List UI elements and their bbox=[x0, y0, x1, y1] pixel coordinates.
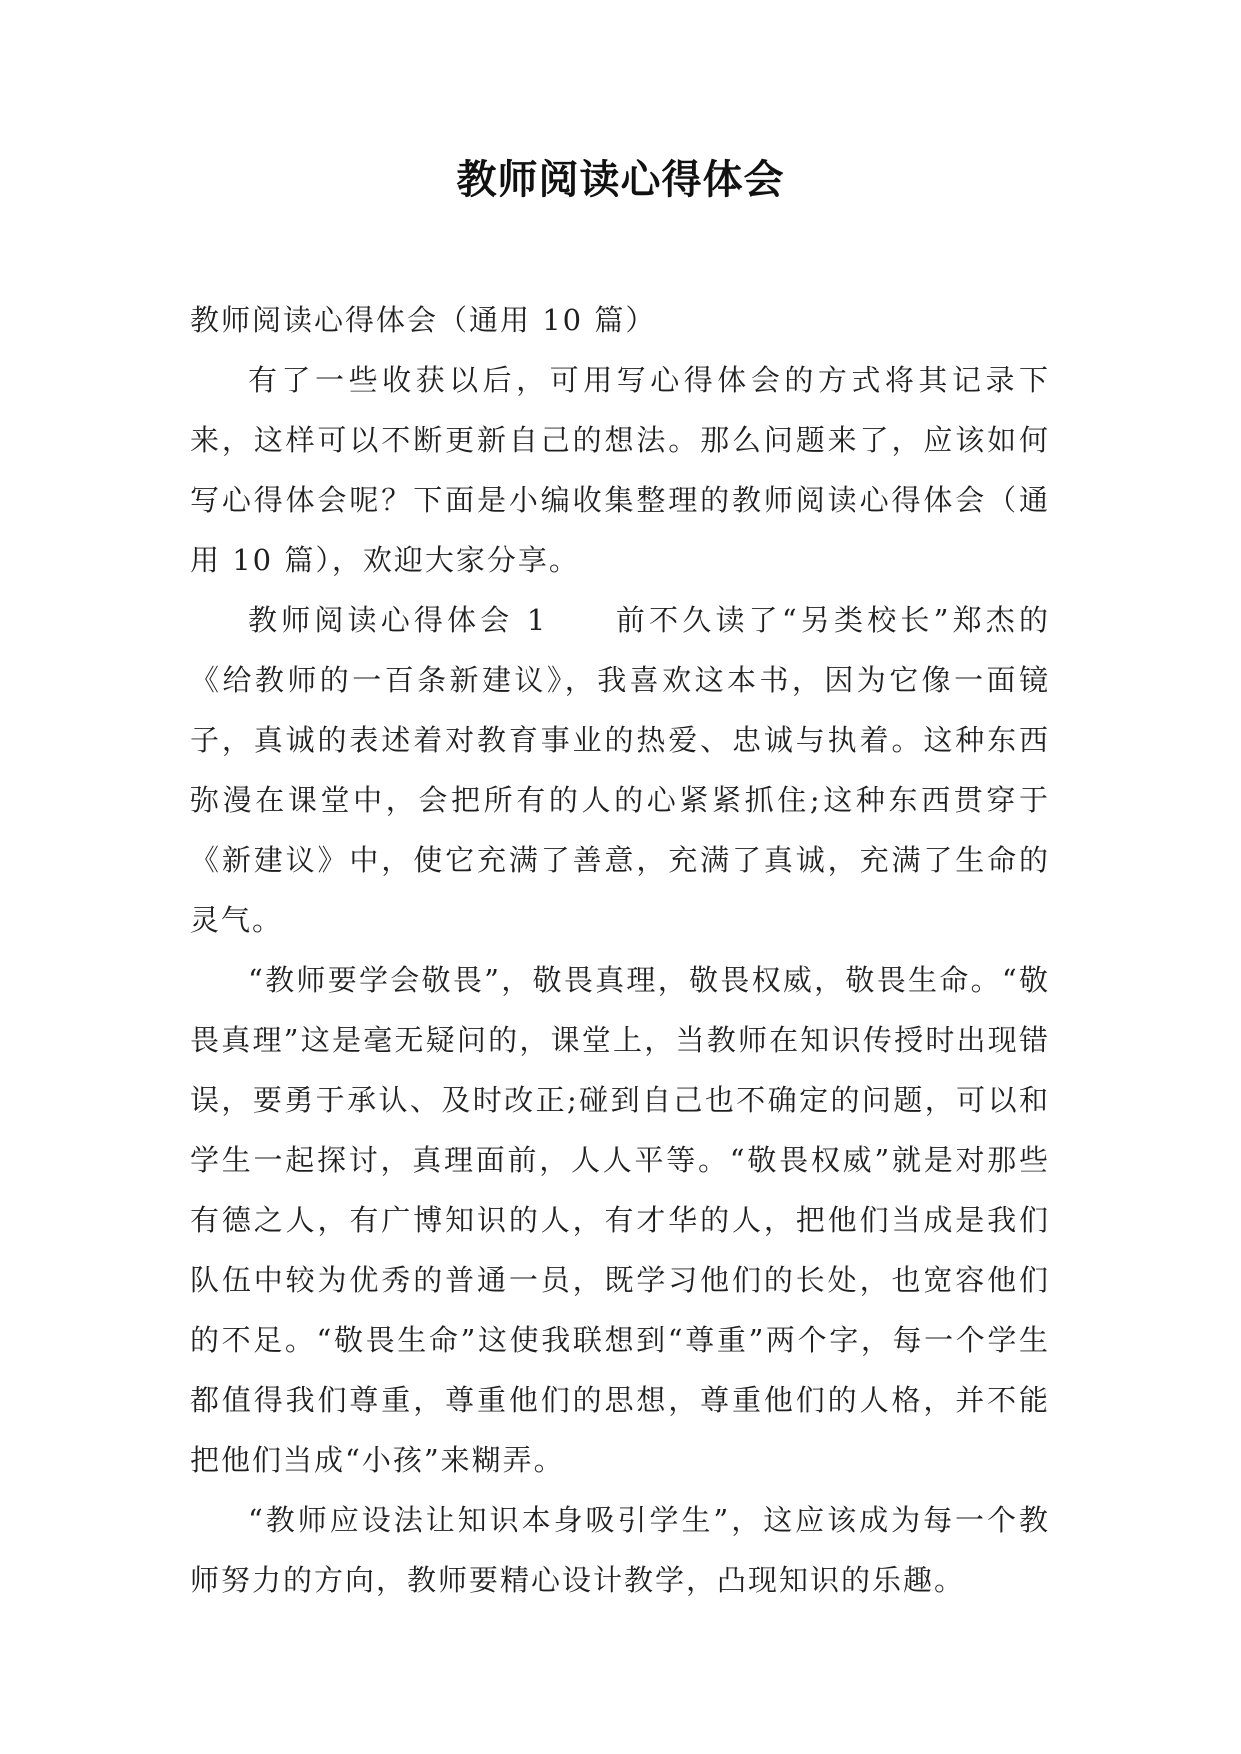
paragraph-article-1: 教师阅读心得体会 1 前不久读了“另类校长”郑杰的《给教师的一百条新建议》，我喜欢这本书，因为它像一面镜子，真诚的表述着对教育事业的热爱、忠诚与执着。这种东西弥漫在课堂中，会把所有的人的心紧紧抓住;这种东西贯穿于《新建议》中，使它充满了善意，充满了真诚，充满了生命的灵气。 bbox=[190, 603, 1050, 937]
document-body bbox=[190, 290, 1050, 1610]
paragraph-awe: “教师要学会敬畏”，敬畏真理，敬畏权威，敬畏生命。“敬畏真理”这是毫无疑问的，课堂上，当教师在知识传授时出现错误，要勇于承认、及时改正;碰到自己也不确定的问题，可以和学生一起探讨，真理面前，人人平等。“敬畏权威”就是对那些有德之人，有广博知识的人，有才华的人，把他们当成是我们队伍中较为优秀的普通一员，既学习他们的长处，也宽容他们的不足。“敬畏生命”这使我联想到“尊重”两个字，每一个学生都值得我们尊重，尊重他们的思想，尊重他们的人格，并不能把他们当成“小孩”来糊弄。 bbox=[190, 963, 1050, 1477]
document-title: 教师阅读心得体会 bbox=[456, 157, 785, 203]
paragraph-knowledge: “教师应设法让知识本身吸引学生”，这应该成为每一个教师努力的方向，教师要精心设计教学，凸现知识的乐趣。 bbox=[190, 1503, 1050, 1597]
paragraph-intro: 有了一些收获以后，可用写心得体会的方式将其记录下来，这样可以不断更新自己的想法。那么问题来了，应该如何写心得体会呢？下面是小编收集整理的教师阅读心得体会（通用 10 篇），欢迎大家分享。 bbox=[190, 363, 1050, 577]
document-subtitle: 教师阅读心得体会（通用 10 篇） bbox=[190, 303, 657, 337]
